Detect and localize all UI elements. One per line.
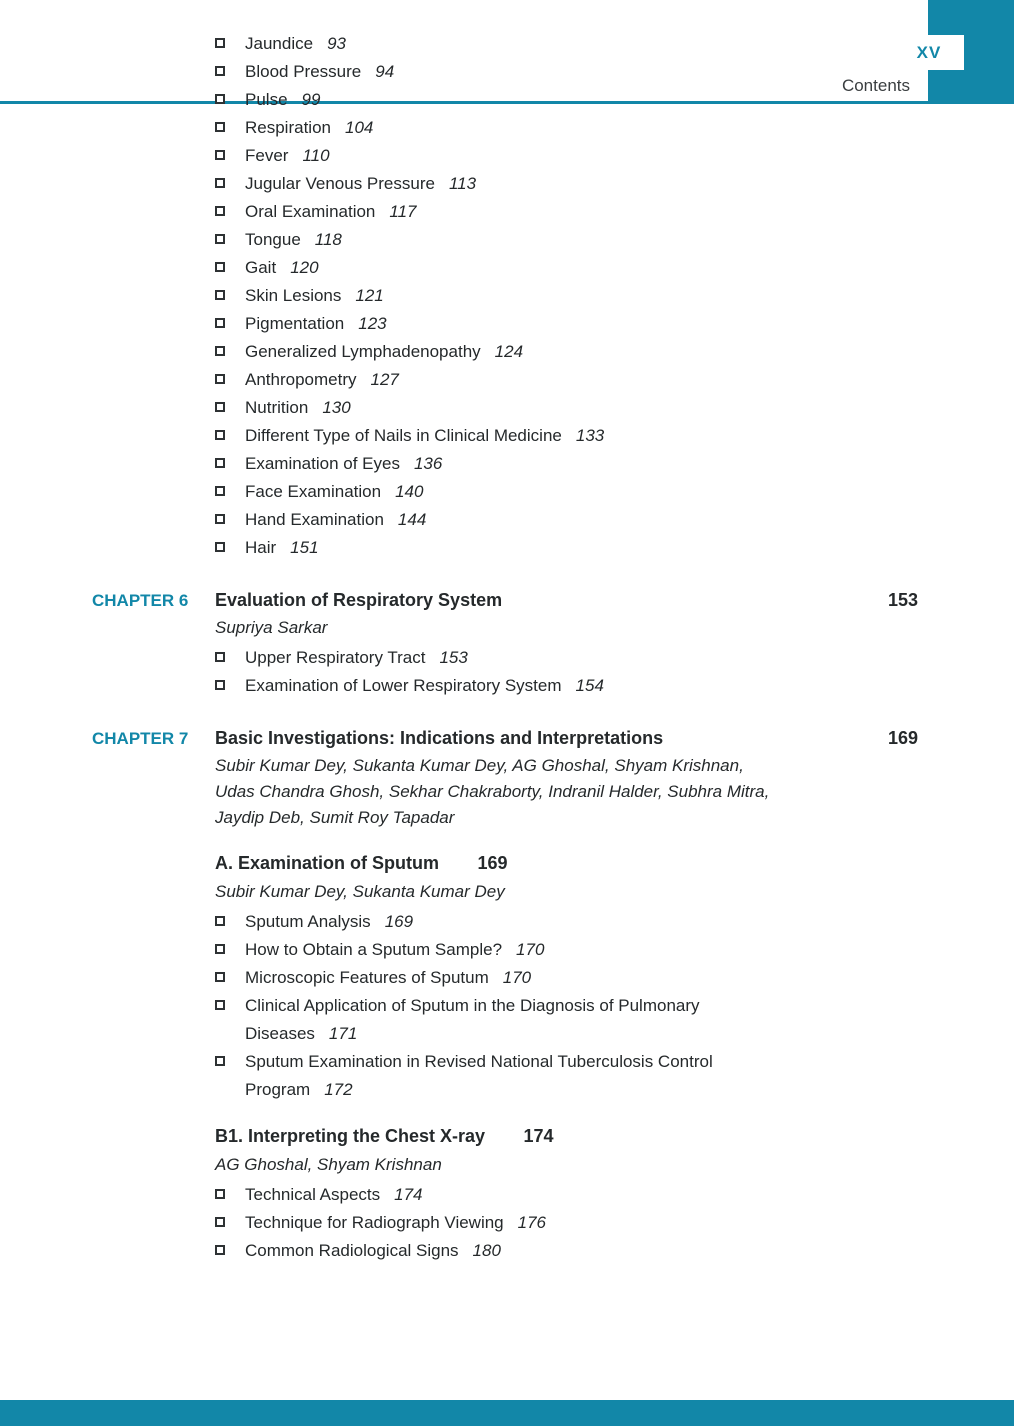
toc-entry-label: Clinical Application of Sputum in the Diagnosis of Pulmonary Diseases — [245, 996, 700, 1043]
chapter-authors: Supriya Sarkar — [215, 618, 328, 637]
square-bullet-icon — [215, 234, 225, 244]
toc-entry-label: Oral Examination — [245, 202, 376, 221]
chapter-label: CHAPTER 7 — [92, 729, 189, 748]
toc-entry-page: 140 — [395, 482, 424, 501]
corner-accent-bar — [916, 0, 1014, 104]
toc-entry-label: Sputum Analysis — [245, 912, 371, 931]
section-title: B1. Interpreting the Chest X-ray — [215, 1126, 486, 1146]
toc-entry-page: 113 — [448, 174, 477, 193]
toc-entry-label: How to Obtain a Sputum Sample? — [245, 940, 503, 959]
toc-entry-label: Jaundice — [245, 34, 314, 53]
toc-entry-label: Sputum Examination in Revised National Tuberculosis Control Program — [245, 1052, 713, 1099]
toc-entry-page: 171 — [328, 1024, 358, 1043]
section-authors: AG Ghoshal, Shyam Krishnan — [215, 1155, 442, 1174]
toc-entry — [215, 936, 727, 964]
toc-entry — [215, 226, 727, 254]
square-bullet-icon — [215, 206, 225, 216]
square-bullet-icon — [215, 262, 225, 272]
toc-entry-page: 121 — [355, 286, 384, 305]
section-authors: Subir Kumar Dey, Sukanta Kumar Dey — [215, 882, 505, 901]
toc-entry — [215, 506, 727, 534]
square-bullet-icon — [215, 458, 225, 468]
toc-entry-page: 154 — [575, 676, 604, 695]
section-title: A. Examination of Sputum — [215, 853, 440, 873]
square-bullet-icon — [215, 1217, 225, 1227]
toc-entry — [215, 478, 727, 506]
section-a-block — [215, 849, 918, 1104]
toc-entry — [215, 254, 727, 282]
chapter-page: 153 — [887, 590, 918, 610]
square-bullet-icon — [215, 514, 225, 524]
toc-entry-label: Tongue — [245, 230, 301, 249]
section-item-list — [215, 1181, 918, 1265]
toc-entry — [215, 30, 727, 58]
toc-entry-page: 176 — [517, 1213, 547, 1232]
toc-entry — [215, 908, 727, 936]
toc-entry — [215, 672, 727, 700]
chapter-label: CHAPTER 6 — [92, 591, 189, 610]
square-bullet-icon — [215, 486, 225, 496]
toc-entry-page: 151 — [290, 538, 319, 557]
toc-entry — [215, 1209, 727, 1237]
square-bullet-icon — [215, 318, 225, 328]
section-page: 169 — [477, 853, 508, 873]
toc-entry-label: Blood Pressure — [245, 62, 362, 81]
toc-entry-label: Pulse — [245, 90, 288, 109]
footer-accent-bar — [0, 1400, 1014, 1426]
square-bullet-icon — [215, 402, 225, 412]
toc-entry-page: 169 — [384, 912, 414, 931]
toc-entry-page: 170 — [516, 940, 545, 959]
toc-intro-list — [215, 30, 918, 562]
square-bullet-icon — [215, 38, 225, 48]
square-bullet-icon — [215, 542, 225, 552]
toc-entry-page: 93 — [327, 34, 346, 53]
toc-entry-page: 153 — [439, 648, 468, 667]
toc-entry — [215, 142, 727, 170]
toc-entry-label: Pigmentation — [245, 314, 345, 333]
toc-entry-page: 120 — [290, 258, 319, 277]
page-number: XV — [916, 42, 942, 62]
chapter-heading-row — [92, 724, 918, 753]
square-bullet-icon — [215, 1000, 225, 1010]
toc-entry-page: 127 — [370, 370, 399, 389]
toc-entry-page: 170 — [502, 968, 532, 987]
toc-entry-label: Face Examination — [245, 482, 382, 501]
square-bullet-icon — [215, 972, 225, 982]
toc-entry-page: 172 — [324, 1080, 353, 1099]
toc-entry-label: Nutrition — [245, 398, 309, 417]
toc-entry-page: 124 — [494, 342, 524, 361]
chapter-page: 169 — [887, 728, 918, 748]
toc-entry-page: 180 — [472, 1241, 501, 1260]
chapter-title: Basic Investigations: Indications and Interpretations — [215, 728, 664, 748]
toc-entry-label: Examination of Lower Respiratory System — [245, 676, 562, 695]
toc-entry-label: Different Type of Nails in Clinical Medicine — [245, 426, 562, 445]
toc-entry-label: Microscopic Features of Sputum — [245, 968, 489, 987]
toc-entry-label: Hand Examination — [245, 510, 384, 529]
toc-entry — [215, 198, 727, 226]
square-bullet-icon — [215, 652, 225, 662]
toc-entry — [215, 366, 727, 394]
toc-entry-page: 123 — [358, 314, 387, 333]
toc-entry-label: Examination of Eyes — [245, 454, 400, 473]
square-bullet-icon — [215, 1056, 225, 1066]
toc-entry-page: 136 — [413, 454, 443, 473]
square-bullet-icon — [215, 944, 225, 954]
toc-entry-label: Technical Aspects — [245, 1185, 381, 1204]
toc-entry-page: 110 — [302, 146, 330, 165]
chapter-authors: Subir Kumar Dey, Sukanta Kumar Dey, AG Ghoshal, Shyam Krishnan, Udas Chandra Ghosh, Sekhar Chakraborty, Indranil Halder, Subhra Mitra, Jaydip Deb, Sumit Roy Tapadar — [215, 756, 770, 827]
section-b1-block — [215, 1122, 918, 1265]
toc-entry — [215, 644, 727, 672]
toc-entry-label: Gait — [245, 258, 277, 277]
chapter-7-block — [92, 724, 918, 1265]
toc-entry — [215, 114, 727, 142]
toc-entry-label: Hair — [245, 538, 277, 557]
square-bullet-icon — [215, 122, 225, 132]
chapter-title: Evaluation of Respiratory System — [215, 590, 503, 610]
toc-entry — [215, 1237, 727, 1265]
toc-entry — [215, 1048, 727, 1104]
toc-entry-page: 117 — [389, 202, 417, 221]
toc-entry-label: Generalized Lymphadenopathy — [245, 342, 481, 361]
toc-entry — [215, 964, 727, 992]
toc-entry-page: 133 — [575, 426, 605, 445]
toc-entry — [215, 310, 727, 338]
square-bullet-icon — [215, 1245, 225, 1255]
toc-entry — [215, 992, 727, 1048]
running-head: Contents — [841, 76, 910, 95]
toc-entry-label: Skin Lesions — [245, 286, 342, 305]
toc-entry-label: Common Radiological Signs — [245, 1241, 459, 1260]
toc-entry-page: 130 — [322, 398, 351, 417]
square-bullet-icon — [215, 290, 225, 300]
toc-entry-page: 174 — [394, 1185, 423, 1204]
chapter-item-list — [215, 644, 918, 700]
square-bullet-icon — [215, 94, 225, 104]
toc-entry-label: Upper Respiratory Tract — [245, 648, 426, 667]
square-bullet-icon — [215, 430, 225, 440]
toc-entry — [215, 58, 727, 86]
toc-entry — [215, 450, 727, 478]
toc-entry — [215, 338, 727, 366]
square-bullet-icon — [215, 346, 225, 356]
section-item-list — [215, 908, 918, 1104]
toc-entry — [215, 170, 727, 198]
toc-entry-page: 144 — [397, 510, 427, 529]
toc-entry-page: 118 — [314, 230, 342, 249]
square-bullet-icon — [215, 374, 225, 384]
square-bullet-icon — [215, 178, 225, 188]
square-bullet-icon — [215, 66, 225, 76]
toc-entry-page: 94 — [375, 62, 395, 81]
toc-entry — [215, 1181, 727, 1209]
toc-entry-page: 99 — [301, 90, 321, 109]
chapter-6-block — [92, 586, 918, 700]
toc-entry-label: Fever — [245, 146, 289, 165]
square-bullet-icon — [215, 1189, 225, 1199]
square-bullet-icon — [215, 680, 225, 690]
toc-entry — [215, 534, 727, 562]
section-heading-row — [215, 1122, 918, 1152]
toc-entry — [215, 86, 727, 114]
page-number-box — [894, 35, 964, 70]
toc-entry-label: Respiration — [245, 118, 331, 137]
section-page: 174 — [523, 1126, 554, 1146]
toc-entry — [215, 422, 727, 450]
chapter-heading-row — [92, 586, 918, 615]
toc-entry-label: Technique for Radiograph Viewing — [245, 1213, 504, 1232]
square-bullet-icon — [215, 916, 225, 926]
toc-entry-label: Jugular Venous Pressure — [245, 174, 435, 193]
toc-entry — [215, 394, 727, 422]
toc-entry-page: 104 — [345, 118, 374, 137]
toc-entry-label: Anthropometry — [245, 370, 357, 389]
toc-entry — [215, 282, 727, 310]
section-heading-row — [215, 849, 918, 879]
square-bullet-icon — [215, 150, 225, 160]
